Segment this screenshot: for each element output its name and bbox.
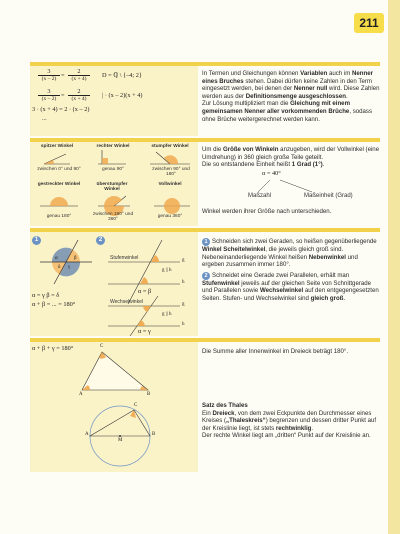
gamma-label: γ [68,265,71,270]
triangle-sum-text: Die Summe aller Innenwinkel im Dreieck beträgt 180°. [202,348,349,355]
fraction-denominator: (x – 2) [38,75,60,82]
parallel-label: g || h [162,268,172,273]
triangle-diagrams [30,342,198,472]
thales-title: Satz des Thales [202,402,248,409]
page-number: 211 [354,13,384,33]
multiply-step: | · (x – 2)(x + 4) [102,92,143,99]
number-badge: 1 [32,236,41,245]
fraction-numerator: 3 [47,68,51,75]
g-label: g [182,302,185,307]
number-badge: 2 [96,236,105,245]
fraction-denominator: (x – 2) [38,95,60,102]
angle-size-note: Winkel werden ihrer Größe nach unterschieden. [202,208,332,215]
angle-range-label: zwischen 180° und 360° [92,212,134,222]
delta-label: δ [58,265,61,270]
angle-range-label: zwischen 0° und 90° [37,167,81,172]
beta-label: β [74,256,77,261]
h-label: h [182,322,185,327]
angle-range-label: genau 360° [157,214,183,219]
point-m-label: M [118,438,123,443]
angle-equation: α = 40° [262,170,281,177]
angle-type-label: spitzer Winkel [40,144,74,149]
supplementary-equation: α + β = ... = 180° [32,301,76,308]
angle-type-label: rechter Winkel [96,144,130,149]
wechselwinkel-label: Wechselwinkel [110,299,143,305]
g-label: g [182,258,185,263]
angle-range-label: genau 90° [102,167,124,172]
alpha-label: α [55,256,58,261]
angle-range-label: genau 180° [46,214,72,219]
wechselwinkel-equation: α = γ [138,328,151,335]
point-b-label: B [147,392,151,397]
angle-size-explanation: Um die Größe von Winkeln anzugeben, wird der Vollwinkel (eine Umdrehung) in 360 gleich große Teile geteilt. Die so entstandene Einheit heißt 1 Grad (1°). [202,146,380,169]
angle-range-label: zwischen 90° und 180° [152,167,190,177]
h-label: h [182,280,185,285]
number-badge: 2 [202,272,210,280]
angle-types-section [30,142,380,226]
fraction-numerator: 2 [77,88,81,95]
fraction-numerator: 3 [47,88,51,95]
fraction-equations-section: $\frac{3}{(x - 2)}$ = $\frac{2}{(x + 4)}$ D = ℚ \ {–4; 2} $\frac{3}{(x - 2)}$ = $\frac{2}{(x + 4)}$ | · (x – 2)(x + 4) 3 · (x + 4) = 2 · (x – 2) ... In Termen und Gleichungen können Variablen auch im Nenner eines Bruches stehen. Dabei dürfen keine Zahlen in den Term eingesetzt werden, bei denen der Nenner null wird. Diese Zahlen werden aus der Definitionsmenge ausgeschlossen. Zur Lösung multipliziert man die Gleichung mit einem gemeinsamen Nenner aller vorkommenden Brüche, sodass ohne Brüche weitergerechnet werden kann. [30,66,380,136]
triangle-section [30,342,380,472]
stufenwinkel-equation: α = β [138,288,152,295]
angle-type-label: überstumpfer Winkel [96,182,128,192]
fraction-denominator: (x + 4) [68,75,90,82]
vertical-angle-equation: α = γ β = δ [32,292,60,299]
fraction-explanation: In Termen und Gleichungen können Variablen auch im Nenner eines Bruches stehen. Dabei dürfen keine Zahlen in den Term eingesetzt werden, bei denen der Nenner null wird. Diese Zahlen werden aus der Definitionsmenge ausgeschlossen. Zur Lösung multipliziert man die Gleichung mit einem gemeinsamen Nenner aller vorkommenden Brüche, sodass ohne Brüche weitergerechnet werden kann. [202,70,380,123]
masszahl-label: Maßzahl [248,193,272,199]
thales-theorem: Satz des Thales Ein Dreieck, von dem zwei Eckpunkte den Durchmesser eines Kreises („Thaleskreis“) begrenzen und dessen dritter Punkt auf der Kreislinie liegt, ist stets rechtwinklig. Der rechte Winkel liegt am „dritten“ Punkt auf der Kreislinie an. [202,402,377,440]
fraction-denominator: (x + 4) [68,95,90,102]
point-c-label: C [100,344,104,349]
angle-type-label: stumpfer Winkel [151,144,189,149]
angle-type-label: gestreckter Winkel [37,182,81,187]
number-badge: 1 [202,238,210,246]
equation-step: 3 · (x + 4) = 2 · (x – 2) [32,106,90,113]
angle-pairs-diagrams [30,232,198,336]
fraction-numerator: 2 [77,68,81,75]
point-a-label: A [79,392,83,397]
ellipsis: ... [42,115,47,122]
point-a-label: A [85,432,89,437]
angle-sum-equation: α + β + γ = 180° [32,345,74,352]
masseinheit-label: Maßeinheit (Grad) [304,193,353,199]
angle-pairs-section [30,232,380,336]
stufenwinkel-label: Stufenwinkel [110,255,139,261]
angle-pairs-explanation: 1 Schneiden sich zwei Geraden, so heißen gegenüberliegende Winkel Scheitelwinkel, die jeweils gleich groß sind. Nebeneinanderliegende Winkel heißen Nebenwinkel und ergeben zusammen immer 180°. 2 Schneidet eine Gerade zwei Parallelen, erhält man Stufenwinkel jeweils auf der gleichen Seite von Schnittgerade und Parallelen sowie Wechselwinkel auf den entgegengesetzten Seiten. Stufen- und Wechselwinkel sind gleich groß. [202,238,379,302]
angle-type-label: Vollwinkel [158,182,182,187]
point-b-label: B [152,432,156,437]
point-c-label: C [134,403,138,408]
domain-set: D = ℚ \ {–4; 2} [102,72,142,79]
parallel-label: g || h [162,312,172,317]
page-edge [388,0,400,534]
